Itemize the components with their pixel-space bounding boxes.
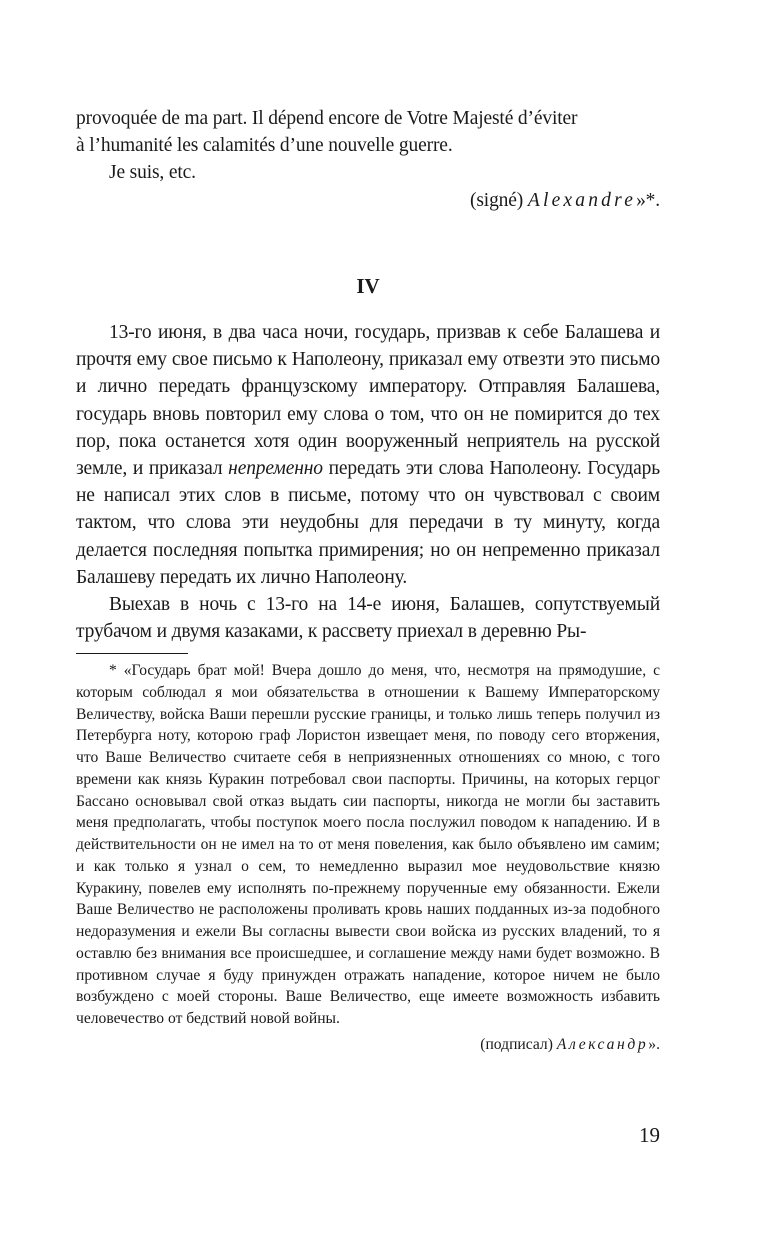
letter-line: à l’humanité les calamités d’une nouvelle guerre. xyxy=(76,135,453,157)
letter-signature: (signé) Alexandre»*. xyxy=(470,189,660,211)
letter-closing: Je suis, etc. xyxy=(109,162,196,184)
letter-line: provoquée de ma part. Il dépend encore de Votre Majesté d’éviter xyxy=(76,108,578,129)
body-paragraph: Выехав в ночь с 13-го на 14-е июня, Балашев, сопутствуемый трубачом и двумя казаками, к рассвету приехал в деревню Ры- xyxy=(76,594,660,643)
chapter-body xyxy=(76,319,660,645)
footnote xyxy=(76,660,660,1056)
footnote-text: * «Государь брат мой! Вчера дошло до меня, что, несмотря на прямодушие, с которым соблюдал я мои обязательства в отношении к Вашему Императорскому Величеству, войска Ваши перешли русские границы, и только лишь теперь получил из Петербурга ноту, которою граф Лористон извещает меня, по поводу сего вторжения, что Ваше Величество считаете себя в неприязненных отношениях со мною, с того времени как князь Куракин потребовал свои паспорты. Причины, на которых герцог Бассано основывал свой отказ выдать сии паспорты, никогда не могли бы заставить меня предполагать, чтобы поступок моего посла послужил поводом к нападению. И в действительности он не имел на то от меня повеления, как было объявлено им самим; и как только я узнал о сем, то немедленно выразил мое неудовольствие князю Куракину, повелев ему исполнять по-прежнему порученные ему обязанности. Ежели Ваше Величество не расположены проливать кровь наших подданных из-за подобного недоразумения и ежели Вы согласны вывести свои войска из русских владений, то я оставлю без внимания все происшедшее, и соглашение между нами будет возможно. В противном случае я буду принужден отражать нападение, которое ничем не было возбуждено с моей стороны. Ваше Величество, еще имеете возможность избавить человечество от бедствий новой войны. xyxy=(76,662,660,1027)
signature-name: Alexandre xyxy=(527,189,637,211)
page-number: 19 xyxy=(639,1123,660,1147)
footnote-separator xyxy=(76,653,188,654)
letter-paragraph xyxy=(76,105,660,159)
body-paragraph: 13-го июня, в два часа ночи, государь, призвав к себе Балашева и прочтя ему свое письмо к Наполеону, приказал ему отвезти это письмо и лично передать французскому императору. Отправляя Балашева, государь вновь повторил ему слова о том, что он не помирится до тех пор, пока останется хотя один вооруженный неприятель на русской земле, и приказал непременно передать эти слова Наполеону. Государь не написал этих слов в письме, потому что он чувствовал с своим тактом, что слова эти неудобны для передачи в ту минуту, когда делается последняя попытка примирения; но он непременно приказал Балашеву передать их лично Наполеону. xyxy=(76,322,660,588)
emphasis: непременно xyxy=(228,458,323,480)
signature-name: Александр xyxy=(556,1035,649,1053)
footnote-signature: (подписал) Александр». xyxy=(480,1035,660,1053)
letter-ending xyxy=(76,105,660,214)
chapter-heading: IV xyxy=(356,274,380,298)
